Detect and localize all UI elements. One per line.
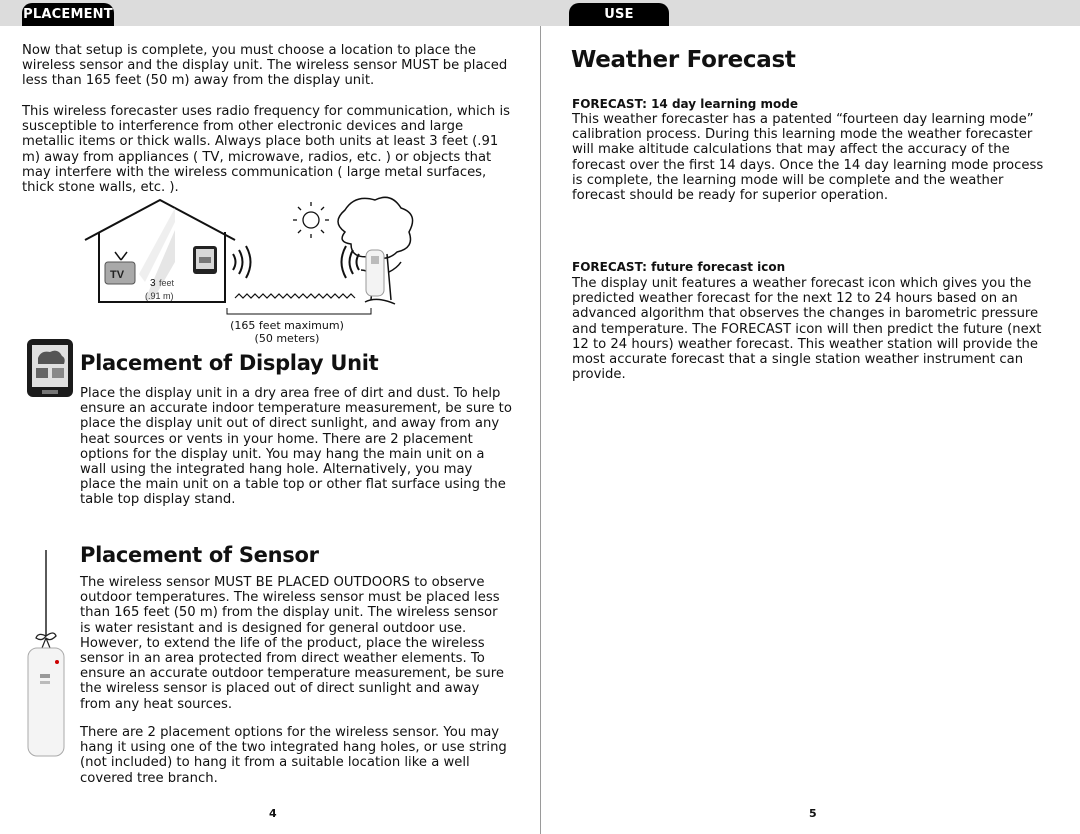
- display-placement-heading: Placement of Display Unit: [80, 351, 379, 375]
- max-meters: (50 meters): [254, 332, 320, 345]
- distance-feet-unit: feet: [159, 278, 175, 288]
- sensor-signal-waves-icon: [342, 246, 360, 278]
- distance-meters: (.91 m): [145, 291, 174, 301]
- display-placement-text: Place the display unit in a dry area free of dirt and dust. To help ensure an accurate indoor temperature measurement, be sure to place the display unit out of direct sunlight, and away from any heat sources or vents in your home. There are 2 placement options for the display unit. You may hang the main unit on a wall using the integrated hang hole. Alternatively, you may place the main unit on a table top or other flat surface using the table top display stand.: [80, 386, 512, 508]
- section-bar: [0, 0, 541, 26]
- wireless-sensor-icon: [366, 250, 384, 296]
- forecast-learning-text: This weather forecaster has a patented “fourteen day learning mode” calibration process. During this learning mode the weather forecaster will make altitude calculations that may affect the accuracy of the forecast over the first 14 days. Once the 14 day learning mode process is complete, the learning mode will be complete and the weather forecast should be ready for superior operation.: [572, 112, 1044, 204]
- intro-paragraph-2: This wireless forecaster uses radio frequency for communication, which is susceptible to interference from other electronic devices and large metallic items or thick walls. Always place both units at least 3 feet (.91 m) away from appliances ( TV, microwave, radios, etc. ) or objects that may interfere with the wireless communication ( large metal surfaces, thick stone walls, etc. ).: [22, 104, 510, 196]
- page-number-left: 4: [269, 807, 277, 820]
- intro-paragraph-1: Now that setup is complete, you must choose a location to place the wireless sensor and the display unit. The wireless sensor MUST be placed less than 165 feet (50 m) away from the display unit.: [22, 43, 508, 89]
- display-unit-icon: [26, 338, 74, 398]
- sensor-placement-text-1: The wireless sensor MUST BE PLACED OUTDOORS to observe outdoor temperatures. The wireless sensor must be placed less than 165 feet (50 m) from the display unit. The wireless sensor is water resistant and is designed for general outdoor use. However, to extend the life of the product, place the wireless sensor in an area protected from direct weather elements. To ensure an accurate outdoor temperature measurement, be sure the wireless sensor is placed out of direct sunlight and away from any heat sources.: [80, 575, 505, 712]
- page-number-right: 5: [809, 807, 817, 820]
- tv-label: TV: [110, 269, 125, 281]
- signal-waves-icon: [233, 246, 251, 278]
- wireless-sensor-icon: [22, 550, 70, 762]
- forecast-icon-subheading: FORECAST: future forecast icon: [572, 260, 786, 274]
- display-unit-icon: [193, 246, 217, 274]
- maximum-distance-label: [224, 319, 350, 345]
- forecast-learning-subheading: FORECAST: 14 day learning mode: [572, 97, 798, 111]
- max-feet: (165 feet maximum): [230, 319, 344, 332]
- sun-icon: [293, 202, 329, 238]
- forecast-icon-text: The display unit features a weather forecast icon which gives you the predicted weather forecast for the next 12 to 24 hours based on an advanced algorithm that observes the changes in barometric pressure and temperature. The FORECAST icon will then predict the future (next 12 to 24 hours) weather forecast. This weather station will provide the most accurate forecast that a single station weather instrument can provide.: [572, 276, 1042, 383]
- section-bar: [541, 0, 1080, 26]
- section-tab-use: USE: [569, 3, 669, 26]
- sensor-placement-text-2: There are 2 placement options for the wireless sensor. You may hang it using one of the two integrated hang holes, or use string (not included) to hang it from a suitable location like a well covered tree branch.: [80, 725, 507, 786]
- sensor-placement-heading: Placement of Sensor: [80, 543, 319, 567]
- right-page: [541, 0, 1080, 834]
- page-title: Weather Forecast: [571, 47, 796, 73]
- section-tab-placement: PLACEMENT: [22, 3, 114, 26]
- distance-feet-value: 3: [150, 278, 156, 289]
